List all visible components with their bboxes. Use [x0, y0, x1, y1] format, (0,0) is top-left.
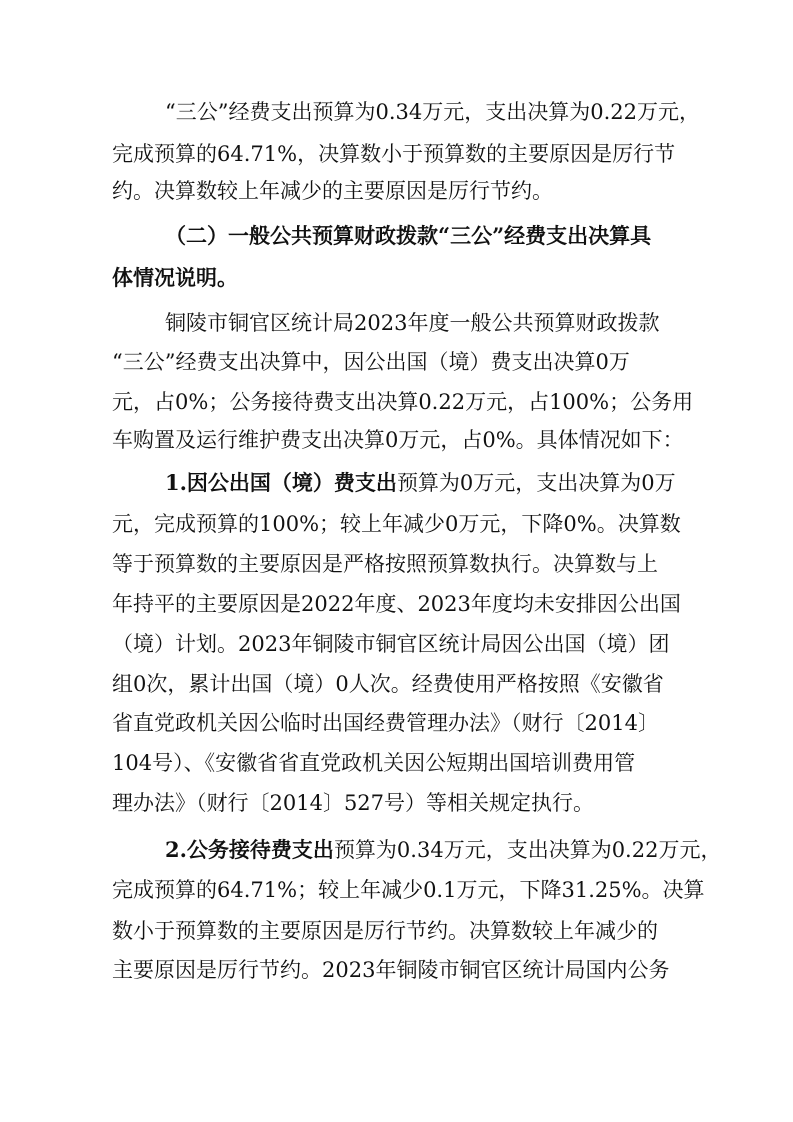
item-1-line: [165, 468, 692, 498]
paragraph-line: 数小于预算数的主要原因是厉行节约。决算数较上年减少的: [112, 919, 658, 943]
item-2-text: 预算为0.34万元，支出决算为0.22万元，: [333, 838, 722, 862]
section-heading-cont: 体情况说明。: [112, 265, 238, 290]
paragraph-line: 主要原因是厉行节约。2023年铜陵市铜官区统计局国内公务: [112, 958, 670, 982]
paragraph-line: 元，完成预算的100%；较上年减少0万元，下降0%。决算数: [112, 512, 681, 536]
paragraph-line: “三公”经费支出预算为0.34万元，支出决算为0.22万元，: [165, 100, 700, 124]
paragraph-line: 完成预算的64.71%；较上年减少0.1万元，下降31.25%。决算: [112, 878, 705, 902]
paragraph-line: 元，占0%；公务接待费支出决算0.22万元，占100%；公务用: [112, 390, 694, 414]
paragraph-line: （境）计划。2023年铜陵市铜官区统计局因公出国（境）团: [112, 632, 670, 656]
paragraph-line: 等于预算数的主要原因是严格按照预算数执行。决算数与上: [112, 552, 658, 576]
paragraph-line: “三公”经费支出决算中，因公出国（境）费支出决算0万: [112, 350, 630, 374]
paragraph-line: 104号）、《安徽省省直党政机关因公短期出国培训费用管: [112, 751, 636, 775]
paragraph-line: 铜陵市铜官区统计局2023年度一般公共预算财政拨款: [165, 311, 660, 335]
paragraph-line: 车购置及运行维护费支出决算0万元，占0%。具体情况如下：: [112, 428, 684, 452]
paragraph-line: 年持平的主要原因是2022年度、2023年度均未安排因公出国: [112, 592, 681, 616]
paragraph-line: 理办法》（财行〔2014〕527号）等相关规定执行。: [112, 791, 595, 815]
paragraph-line: 约。决算数较上年减少的主要原因是厉行节约。: [112, 179, 553, 203]
paragraph-line: 省直党政机关因公临时出国经费管理办法》（财行〔2014〕: [112, 711, 659, 735]
item-2-line: [165, 835, 722, 865]
paragraph-line: 完成预算的64.71%，决算数小于预算数的主要原因是厉行节: [112, 142, 676, 166]
item-1-heading: 1.因公出国（境）费支出: [165, 470, 397, 495]
paragraph-line: 组0次，累计出国（境）0人次。经费使用严格按照《安徽省: [112, 672, 664, 696]
section-heading: （二）一般公共预算财政拨款“三公”经费支出决算具: [165, 223, 652, 248]
item-2-heading: 2.公务接待费支出: [165, 837, 334, 862]
item-1-text: 预算为0万元，支出决算为0万: [396, 471, 676, 495]
